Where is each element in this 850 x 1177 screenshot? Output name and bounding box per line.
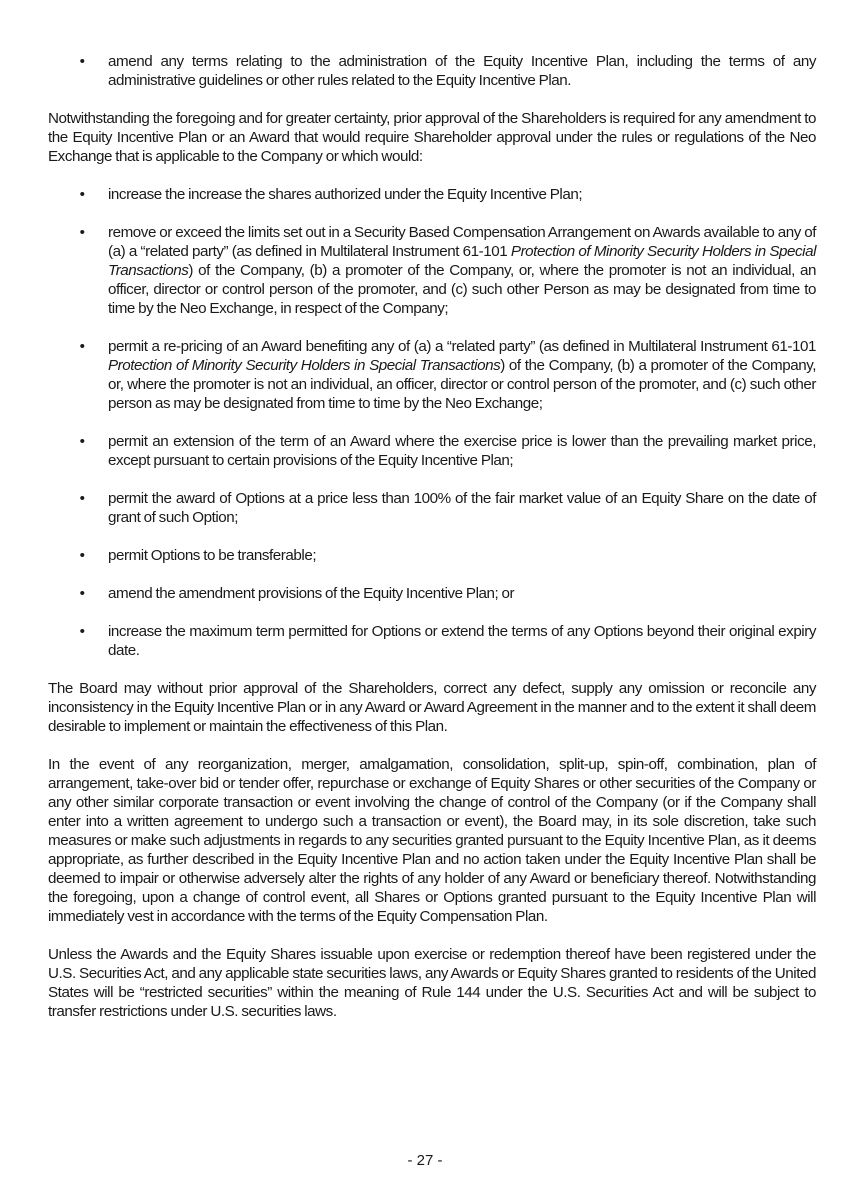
bullet-icon: • bbox=[79, 547, 85, 564]
list-item-text bbox=[108, 223, 816, 318]
instrument-title: Protection of Minority Security Holders in Special Transactions bbox=[108, 357, 501, 374]
bullet-icon: • bbox=[79, 585, 85, 602]
list-item bbox=[48, 489, 816, 527]
text-run: permit a re-pricing of an Award benefiting any of (a) a “related party” (as defined in Multilateral Instrument 61-101 bbox=[108, 338, 816, 355]
page-number: - 27 - bbox=[407, 1152, 443, 1169]
bullet-icon: • bbox=[79, 53, 85, 70]
list-item-text: amend any terms relating to the administration of the Equity Incentive Plan, including the terms of any administrative guidelines or other rules related to the Equity Incentive Plan. bbox=[108, 53, 816, 89]
list-item bbox=[48, 584, 816, 603]
list-item-text: permit the award of Options at a price less than 100% of the fair market value of an Equity Share on the date of grant of such Option; bbox=[108, 490, 816, 526]
bullet-icon: • bbox=[79, 623, 85, 640]
bullet-icon: • bbox=[79, 433, 85, 450]
list-item bbox=[48, 546, 816, 565]
list-item-text: amend the amendment provisions of the Equity Incentive Plan; or bbox=[108, 585, 515, 602]
document-page bbox=[48, 52, 816, 1040]
list-item bbox=[48, 432, 816, 470]
text-run: ) of the Company, (b) a promoter of the Company, or, where the promoter is not an individual, an officer, director or control person of the promoter, and (c) such other person as may be designated from time to time by the Neo Exchange; bbox=[108, 357, 816, 412]
bullet-icon: • bbox=[79, 186, 85, 203]
paragraph-unless: Unless the Awards and the Equity Shares issuable upon exercise or redemption thereof have been registered under the U.S. Securities Act, and any applicable state securities laws, any Awards or Equity Shares granted to residents of the United States will be “restricted securities” within the meaning of Rule 144 under the U.S. Securities Act and will be subject to transfer restrictions under U.S. securities laws. bbox=[48, 946, 816, 1020]
list-item bbox=[48, 223, 816, 318]
bullet-icon: • bbox=[79, 224, 85, 241]
list-item bbox=[48, 185, 816, 204]
list-item-text: permit an extension of the term of an Award where the exercise price is lower than the prevailing market price, except pursuant to certain provisions of the Equity Incentive Plan; bbox=[108, 433, 816, 469]
list-item bbox=[48, 52, 816, 90]
text-run: remove or exceed the limits set out in a Security Based Compensation Arrangement on Awards available to any of (a) a “related party” (as defined in Multilateral Instrument 61-101 bbox=[108, 224, 816, 260]
list-item-text: increase the maximum term permitted for Options or extend the terms of any Options beyond their original expiry date. bbox=[108, 623, 816, 659]
bullet-icon: • bbox=[79, 490, 85, 507]
list-item-text: increase the increase the shares authorized under the Equity Incentive Plan; bbox=[108, 186, 583, 203]
paragraph-notwithstanding: Notwithstanding the foregoing and for greater certainty, prior approval of the Shareholders is required for any amendment to the Equity Incentive Plan or an Award that would require Shareholder approval under the rules or regulations of the Neo Exchange that is applicable to the Company or which would: bbox=[48, 110, 816, 165]
list-item-text bbox=[108, 337, 816, 413]
paragraph-board: The Board may without prior approval of the Shareholders, correct any defect, supply any omission or reconcile any inconsistency in the Equity Incentive Plan or in any Award or Award Agreement in the manner and to the extent it shall deem desirable to implement or maintain the effectiveness of this Plan. bbox=[48, 680, 816, 735]
text-run: ) of the Company, (b) a promoter of the Company, or, where the promoter is not an individual, an officer, director or control person of the promoter, and (c) such other Person as may be designated from time to time by the Neo Exchange, in respect of the Company; bbox=[108, 262, 816, 317]
paragraph-event: In the event of any reorganization, merger, amalgamation, consolidation, split-up, spin-off, combination, plan of arrangement, take-over bid or tender offer, repurchase or exchange of Equity Shares or other securities of the Company or any other similar corporate transaction or event involving the change of control of the Company (or if the Company shall enter into a written agreement to undergo such a transaction or event), the Board may, in its sole discretion, take such measures or make such adjustments in regards to any securities granted pursuant to the Equity Incentive Plan, as it deems appropriate, as further described in the Equity Incentive Plan and no action taken under the Equity Incentive Plan shall be deemed to impair or otherwise adversely alter the rights of any holder of any Award or beneficiary thereof. Notwithstanding the foregoing, upon a change of control event, all Shares or Options granted pursuant to the Equity Incentive Plan will immediately vest in accordance with the terms of the Equity Compensation Plan. bbox=[48, 756, 816, 925]
bullet-icon: • bbox=[79, 338, 85, 355]
list-item bbox=[48, 622, 816, 660]
list-item bbox=[48, 337, 816, 413]
instrument-title: Protection of Minority Security Holders in Special Transactions bbox=[108, 243, 816, 279]
list-item-text: permit Options to be transferable; bbox=[108, 547, 317, 564]
